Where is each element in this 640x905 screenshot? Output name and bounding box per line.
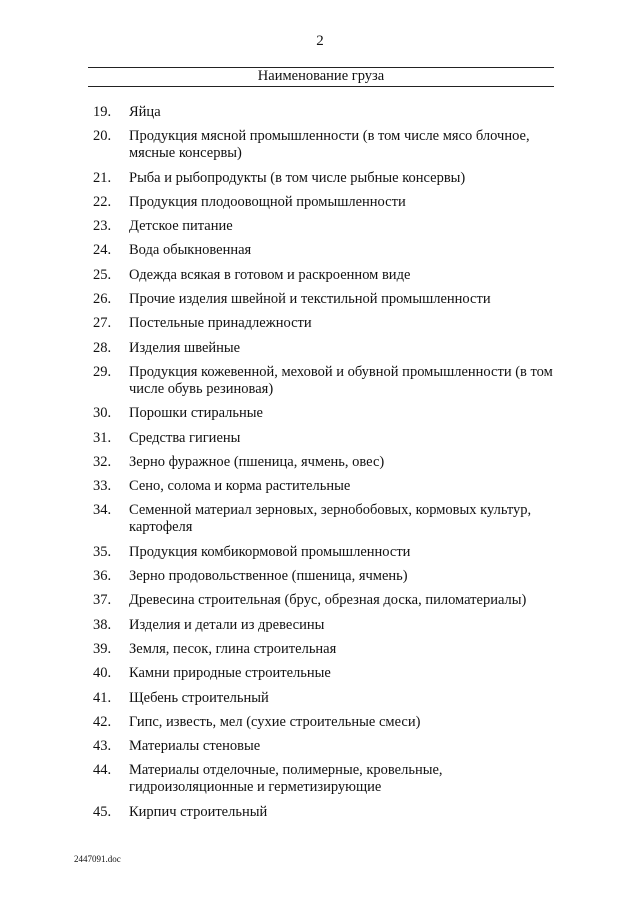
item-text: Продукция кожевенной, меховой и обувной промышленности (в том числе обувь резиновая): [129, 363, 553, 397]
list-item: [93, 364, 563, 398]
item-text: Вода обыкновенная: [129, 242, 252, 259]
list-item: [93, 762, 563, 796]
item-number: 45.: [93, 803, 112, 820]
item-text: Продукция комбикормовой промышленности: [129, 543, 411, 560]
list-item: [93, 641, 563, 658]
list-item: [93, 267, 563, 284]
item-text: Зерно фуражное (пшеница, ячмень, овес): [129, 453, 385, 470]
item-number: 33.: [93, 478, 112, 495]
item-text: Семенной материал зерновых, зернобобовых, кормовых культур, картофеля: [129, 502, 532, 536]
list-item: [93, 454, 563, 471]
item-text: Сено, солома и корма растительные: [129, 478, 351, 495]
list-item: [93, 568, 563, 585]
item-number: 39.: [93, 640, 112, 657]
list-item: [93, 291, 563, 308]
item-number: 29.: [93, 363, 112, 380]
item-number: 28.: [93, 339, 112, 356]
item-text: Порошки стиральные: [129, 405, 263, 422]
list-item: [93, 478, 563, 495]
list-item: [93, 194, 563, 211]
item-text: Постельные принадлежности: [129, 315, 312, 332]
item-number: 36.: [93, 568, 112, 585]
item-text: Изделия и детали из древесины: [129, 616, 325, 633]
item-number: 27.: [93, 315, 112, 332]
item-text: Яйца: [129, 104, 161, 120]
item-number: 24.: [93, 242, 112, 259]
item-number: 26.: [93, 291, 112, 308]
item-number: 37.: [93, 592, 112, 609]
list-item: [93, 714, 563, 731]
item-number: 44.: [93, 762, 112, 779]
list-item: [93, 315, 563, 332]
list-item: [93, 218, 563, 235]
list-item: [93, 617, 563, 634]
list-item: [93, 690, 563, 707]
item-number: 20.: [93, 128, 112, 145]
item-text: Изделия швейные: [129, 339, 241, 356]
item-number: 32.: [93, 453, 112, 470]
item-number: 22.: [93, 193, 112, 210]
list-item: [93, 405, 563, 422]
list-item: [93, 544, 563, 561]
item-number: 31.: [93, 429, 112, 446]
list-item: [93, 340, 563, 357]
item-text: Щебень строительный: [129, 689, 269, 706]
item-text: Детское питание: [129, 218, 233, 235]
item-text: Средства гигиены: [129, 429, 241, 446]
item-text: Прочие изделия швейной и текстильной промышленности: [129, 291, 491, 308]
list-item: [93, 502, 563, 536]
item-number: 43.: [93, 738, 112, 755]
list-item: [93, 430, 563, 447]
item-text: Продукция плодоовощной промышленности: [129, 193, 406, 210]
list-item: [93, 592, 563, 609]
item-number: 35.: [93, 543, 112, 560]
list-item: [93, 128, 563, 162]
cargo-list: [93, 104, 563, 828]
item-number: 23.: [93, 218, 112, 235]
document-code: 2447091.doc: [74, 854, 121, 864]
item-number: 38.: [93, 616, 112, 633]
item-text: Материалы отделочные, полимерные, кровельные, гидроизоляционные и герметизирующие: [129, 762, 443, 796]
item-number: 30.: [93, 405, 112, 422]
item-text: Кирпич строительный: [129, 803, 268, 820]
item-text: Одежда всякая в готовом и раскроенном виде: [129, 266, 411, 283]
column-header: Наименование груза: [257, 68, 385, 84]
list-item: [93, 738, 563, 755]
item-text: Земля, песок, глина строительная: [129, 640, 337, 657]
item-text: Камни природные строительные: [129, 665, 331, 682]
item-text: Рыба и рыбопродукты (в том числе рыбные консервы): [129, 169, 466, 186]
list-item: [93, 104, 563, 121]
list-item: [93, 170, 563, 187]
list-item: [93, 804, 563, 821]
item-number: 42.: [93, 713, 112, 730]
item-number: 21.: [93, 169, 112, 186]
list-item: [93, 242, 563, 259]
item-number: 40.: [93, 665, 112, 682]
item-number: 41.: [93, 689, 112, 706]
item-text: Гипс, известь, мел (сухие строительные смеси): [129, 713, 421, 730]
item-text: Зерно продовольственное (пшеница, ячмень): [129, 568, 408, 585]
page-number: 2: [316, 33, 324, 49]
list-item: [93, 665, 563, 682]
header-bottom-rule: [88, 86, 554, 87]
item-number: 25.: [93, 266, 112, 283]
item-number: 34.: [93, 502, 112, 519]
item-text: Древесина строительная (брус, обрезная доска, пиломатериалы): [129, 592, 527, 609]
item-text: Материалы стеновые: [129, 738, 261, 755]
item-number: 19.: [93, 104, 112, 120]
item-text: Продукция мясной промышленности (в том числе мясо блочное, мясные консервы): [129, 128, 530, 162]
